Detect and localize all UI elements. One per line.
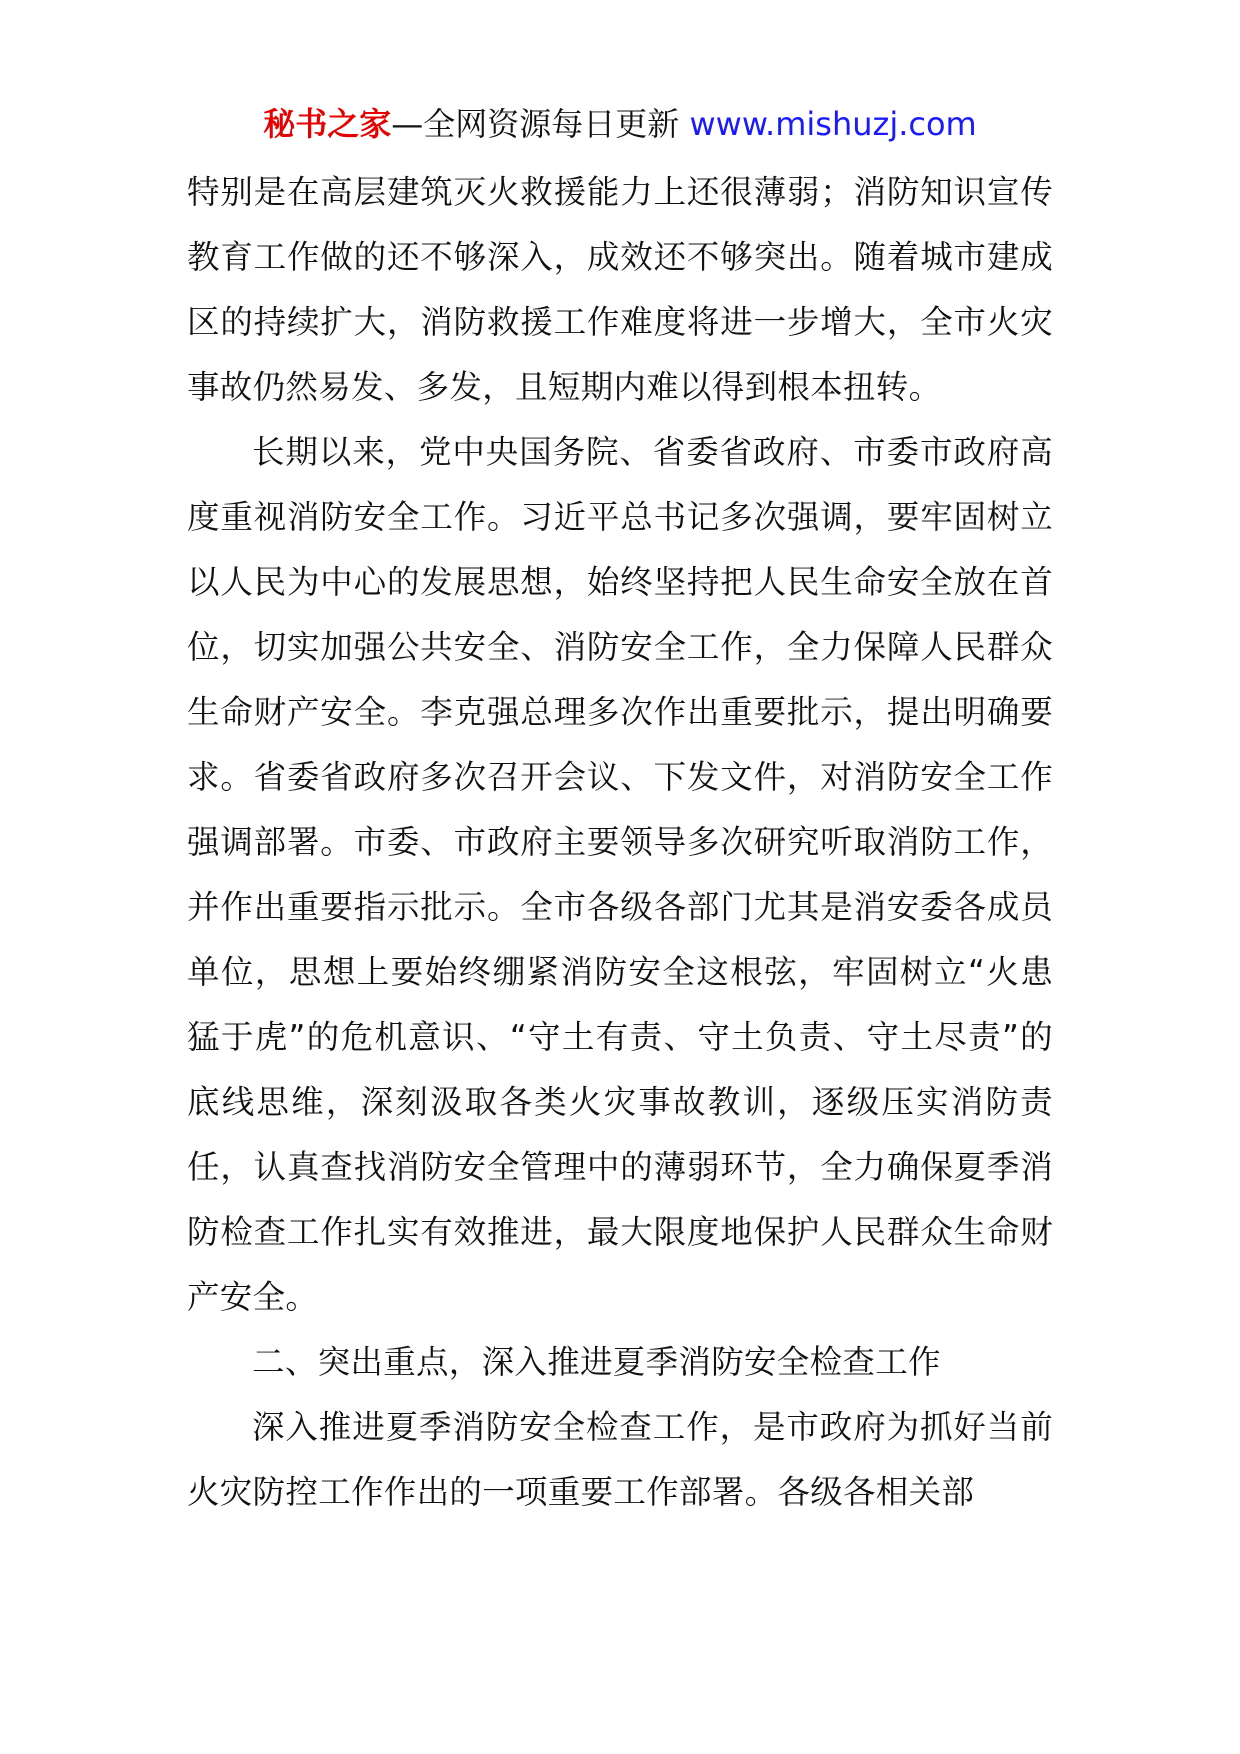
paragraph-inspection: 深入推进夏季消防安全检查工作，是市政府为抓好当前火灾防控工作作出的一项重要工作部署。各级各相关部 xyxy=(187,1408,1053,1511)
website-link[interactable]: www.mishuzj.com xyxy=(689,105,977,143)
paragraph-leadership: 长期以来，党中央国务院、省委省政府、市委市政府高度重视消防安全工作。习近平总书记多次强调，要牢固树立以人民为中心的发展思想，始终坚持把人民生命安全放在首位，切实加强公共安全、消防安全工作，全力保障人民群众生命财产安全。李克强总理多次作出重要批示，提出明确要求。省委省政府多次召开会议、下发文件，对消防安全工作强调部署。市委、市政府主要领导多次研究听取消防工作，并作出重要指示批示。全市各级各部门尤其是消安委各成员单位，思想上要始终绷紧消防安全这根弦，牢固树立“火患猛于虎”的危机意识、“守土有责、守土负责、守土尽责”的底线思维，深刻汲取各类火灾事故教训，逐级压实消防责任，认真查找消防安全管理中的薄弱环节，全力确保夏季消防检查工作扎实有效推进，最大限度地保护人民群众生命财产安全。 xyxy=(187,433,1053,1316)
header-slogan: —全网资源每日更新 xyxy=(391,105,680,143)
brand-name: 秘书之家 xyxy=(263,105,392,143)
paragraph-continued: 特别是在高层建筑灭火救援能力上还很薄弱；消防知识宣传教育工作做的还不够深入，成效还不够突出。随着城市建成区的持续扩大，消防救援工作难度将进一步增大，全市火灾事故仍然易发、多发，且短期内难以得到根本扭转。 xyxy=(187,173,1053,406)
section-heading: 二、突出重点，深入推进夏季消防安全检查工作 xyxy=(252,1343,941,1381)
document-body xyxy=(187,160,1053,1525)
page-header xyxy=(0,102,1240,146)
